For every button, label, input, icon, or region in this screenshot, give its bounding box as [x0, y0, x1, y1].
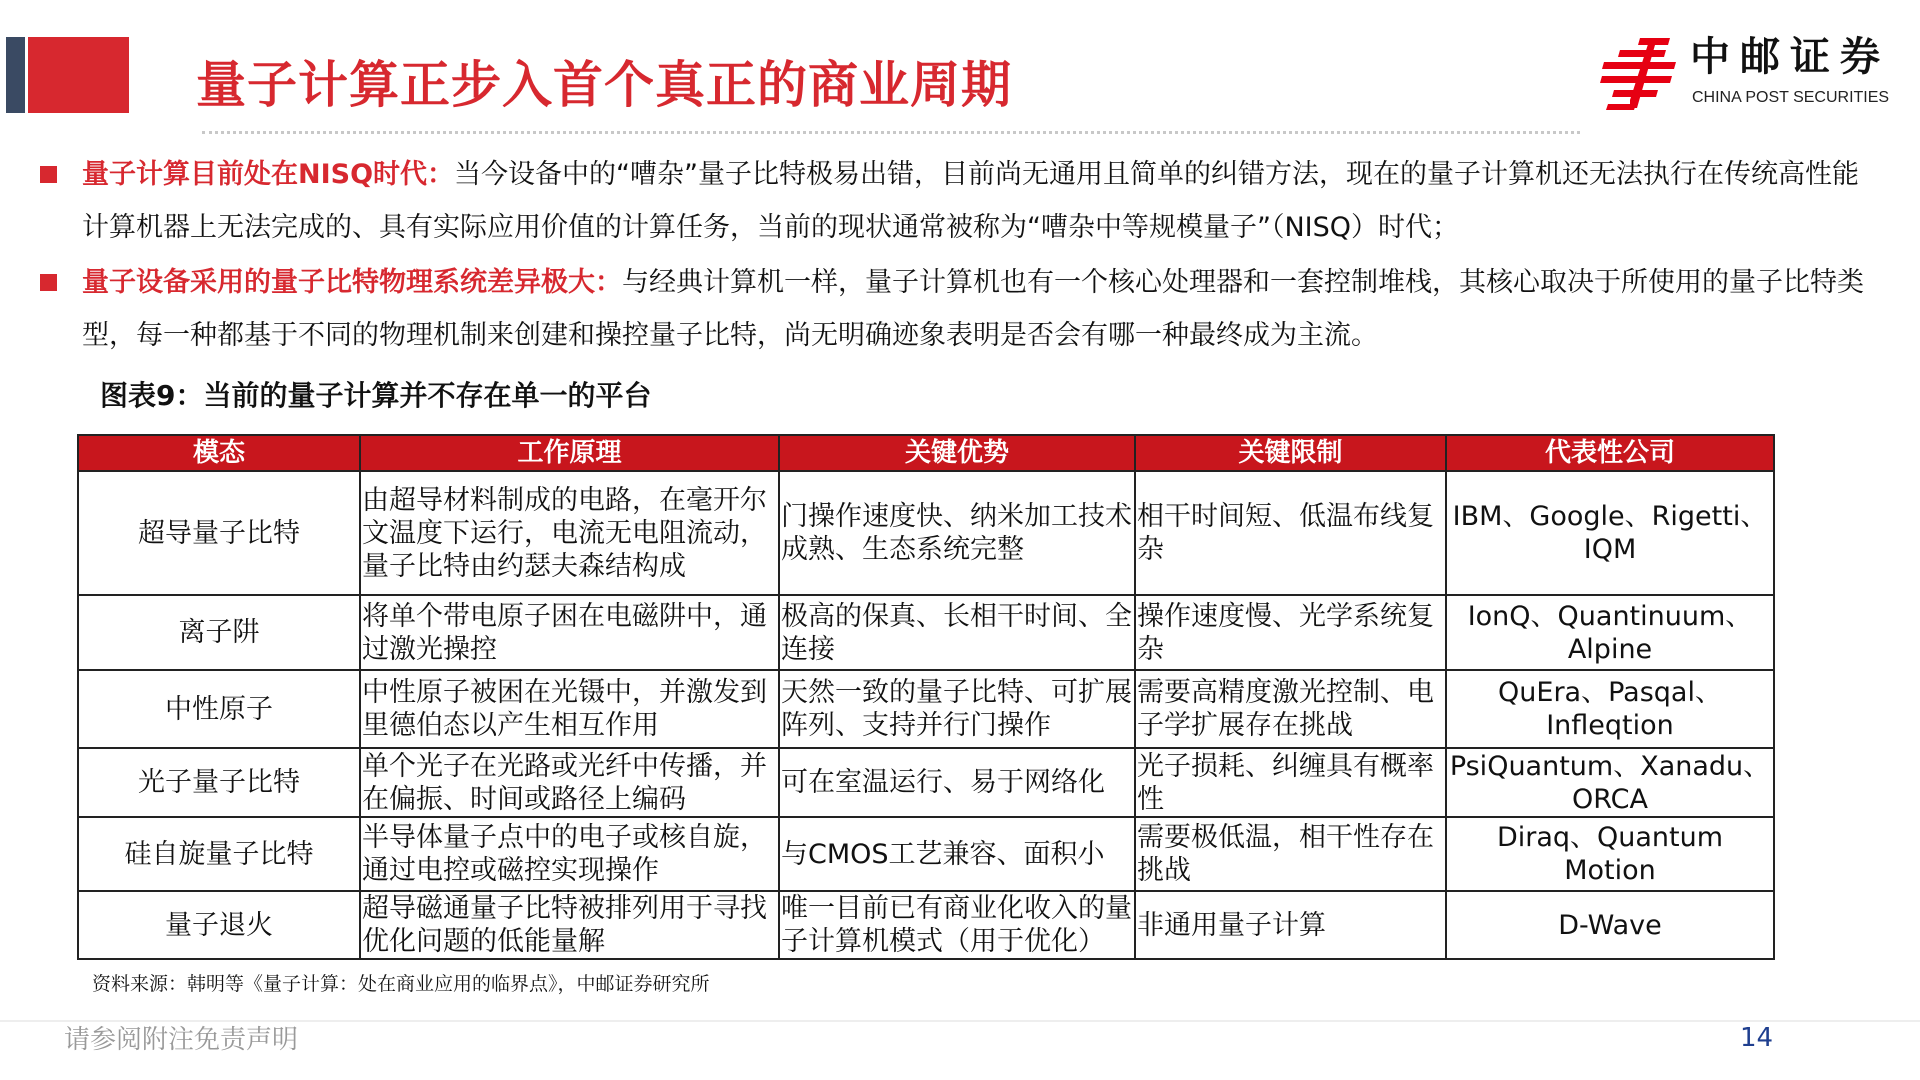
footer-divider: [0, 1020, 1920, 1022]
table-cell: 超导量子比特: [78, 471, 360, 595]
header-accent-bar-red: [28, 37, 129, 113]
page-number: 14: [1740, 1023, 1774, 1053]
table-row: [78, 595, 1774, 670]
company-logo: [1600, 34, 1910, 114]
table-cell: 光子量子比特: [78, 748, 360, 817]
table-cell: 需要高精度激光控制、电子学扩展存在挑战: [1135, 670, 1446, 748]
table-row: [78, 670, 1774, 748]
bullet-physical-systems: [40, 256, 1880, 362]
table-cell: QuEra、Pasqal、Infleqtion: [1446, 670, 1774, 748]
china-post-logo-icon: [1600, 38, 1680, 110]
logo-english-name: CHINA POST SECURITIES: [1692, 89, 1890, 106]
column-header: 关键限制: [1135, 435, 1446, 471]
table-cell: Diraq、Quantum Motion: [1446, 817, 1774, 891]
table-cell: 中性原子被困在光镊中，并激发到里德伯态以产生相互作用: [360, 670, 779, 748]
header-accent-bar-blue: [6, 37, 25, 113]
table-cell: IBM、Google、Rigetti、IQM: [1446, 471, 1774, 595]
table-cell: 操作速度慢、光学系统复杂: [1135, 595, 1446, 670]
table-cell: 由超导材料制成的电路，在毫开尔文温度下运行，电流无电阻流动，量子比特由约瑟夫森结构成: [360, 471, 779, 595]
bullet-square-icon: [40, 274, 57, 291]
quantum-platforms-table: [77, 434, 1775, 960]
table-cell: 极高的保真、长相干时间、全连接: [779, 595, 1135, 670]
bullet-text: 与经典计算机一样，量子计算机也有一个核心处理器和一套控制堆栈，其核心取决于所使用的量子比特类型，每一种都基于不同的物理机制来创建和操控量子比特，尚无明确迹象表明是否会有哪一种最终成为主流。: [82, 267, 1864, 351]
content-area: [40, 148, 1880, 996]
table-cell: 可在室温运行、易于网络化: [779, 748, 1135, 817]
table-header-row: [78, 435, 1774, 471]
logo-chinese-name: 中邮证券: [1690, 34, 1890, 80]
table-cell: 单个光子在光路或光纤中传播，并在偏振、时间或路径上编码: [360, 748, 779, 817]
table-cell: PsiQuantum、Xanadu、ORCA: [1446, 748, 1774, 817]
table-cell: 半导体量子点中的电子或核自旋，通过电控或磁控实现操作: [360, 817, 779, 891]
source-note: 资料来源：韩明等《量子计算：处在商业应用的临界点》，中邮证券研究所: [92, 973, 710, 995]
table-cell: 相干时间短、低温布线复杂: [1135, 471, 1446, 595]
column-header: 模态: [78, 435, 360, 471]
bullet-text: 当今设备中的“嘈杂”量子比特极易出错，目前尚无通用且简单的纠错方法，现在的量子计算机还无法执行在传统高性能计算机器上无法完成的、具有实际应用价值的计算任务，当前的现状通常被称为“嘈杂中等规模量子”（NISQ）时代；: [82, 159, 1860, 243]
table-cell: 量子退火: [78, 891, 360, 959]
table-row: [78, 748, 1774, 817]
table-cell: IonQ、Quantinuum、Alpine: [1446, 595, 1774, 670]
column-header: 代表性公司: [1446, 435, 1774, 471]
table-cell: 将单个带电原子困在电磁阱中，通过激光操控: [360, 595, 779, 670]
table-cell: 需要极低温，相干性存在挑战: [1135, 817, 1446, 891]
table-cell: 门操作速度快、纳米加工技术成熟、生态系统完整: [779, 471, 1135, 595]
table-cell: 硅自旋量子比特: [78, 817, 360, 891]
table-cell: 光子损耗、纠缠具有概率性: [1135, 748, 1446, 817]
table-row: [78, 817, 1774, 891]
column-header: 工作原理: [360, 435, 779, 471]
bullet-nisq: [40, 148, 1880, 254]
table-cell: 与CMOS工艺兼容、面积小: [779, 817, 1135, 891]
table-cell: 非通用量子计算: [1135, 891, 1446, 959]
figure-caption: 图表9：当前的量子计算并不存在单一的平台: [100, 379, 652, 412]
table-cell: 超导磁通量子比特被排列用于寻找优化问题的低能量解: [360, 891, 779, 959]
bullet-square-icon: [40, 166, 57, 183]
title-divider: [202, 131, 1580, 134]
table-cell: D-Wave: [1446, 891, 1774, 959]
bullet-lead: 量子设备采用的量子比特物理系统差异极大：: [82, 267, 622, 298]
bullet-lead: 量子计算目前处在NISQ时代：: [82, 159, 455, 190]
table-row: [78, 471, 1774, 595]
table-row: [78, 891, 1774, 959]
disclaimer-link[interactable]: 请参阅附注免责声明: [64, 1025, 299, 1055]
table-cell: 唯一目前已有商业化收入的量子计算机模式（用于优化）: [779, 891, 1135, 959]
table-cell: 天然一致的量子比特、可扩展阵列、支持并行门操作: [779, 670, 1135, 748]
table-cell: 离子阱: [78, 595, 360, 670]
page-title: 量子计算正步入首个真正的商业周期: [196, 56, 1012, 114]
table-cell: 中性原子: [78, 670, 360, 748]
column-header: 关键优势: [779, 435, 1135, 471]
